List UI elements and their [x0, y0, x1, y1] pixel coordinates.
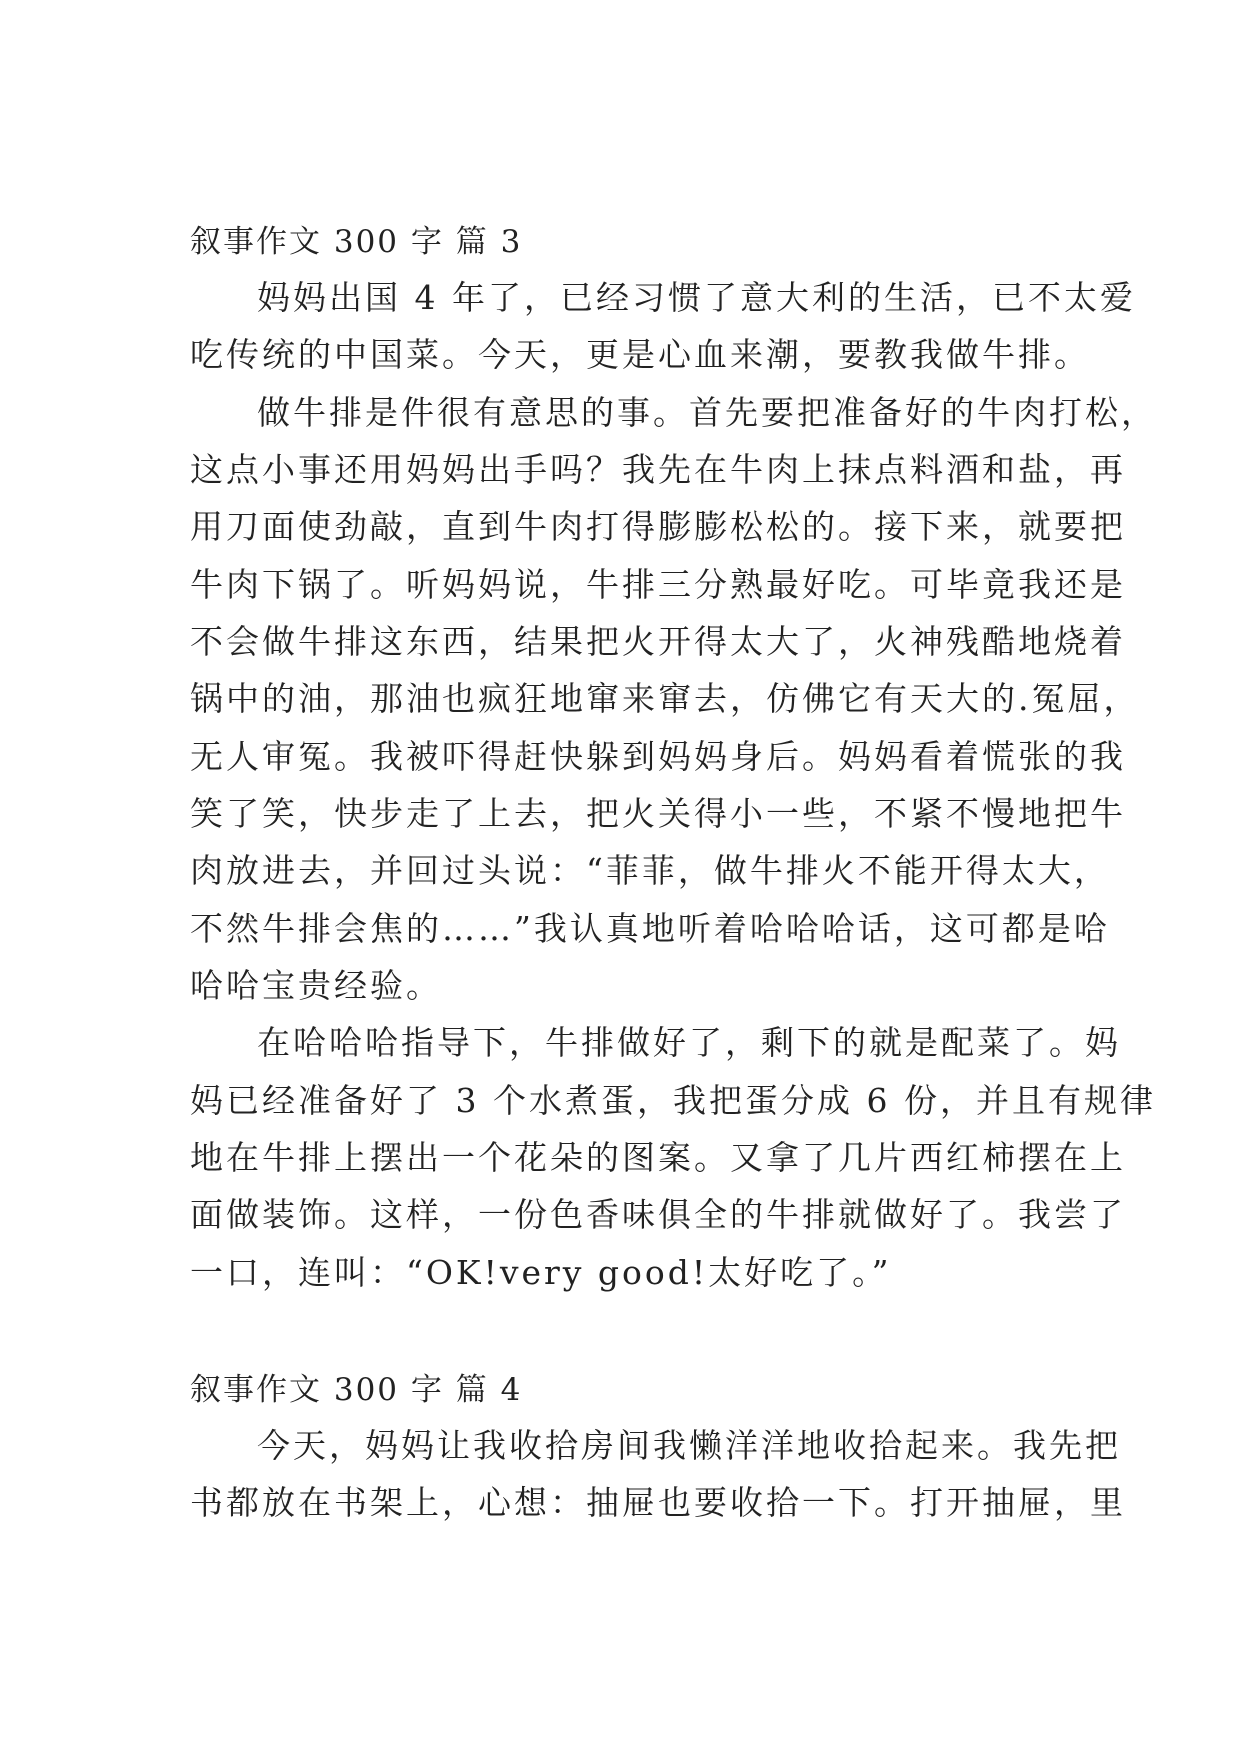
text-line: 锅中的油，那油也疯狂地窜来窜去，仿佛它有天大的.冤屈，	[190, 679, 1140, 718]
text-line: 妈已经准备好了 3 个水煮蛋，我把蛋分成 6 份，并且有规律	[190, 1081, 1156, 1120]
text-line: 一口，连叫：“OK!very good!太好吃了。”	[190, 1253, 892, 1292]
text-line: 笑了笑，快步走了上去，把火关得小一些，不紧不慢地把牛	[190, 794, 1126, 833]
text-line: 无人审冤。我被吓得赶快躲到妈妈身后。妈妈看着慌张的我	[190, 737, 1126, 776]
text-line: 不然牛排会焦的……”我认真地听着哈哈哈话，这可都是哈	[190, 909, 1110, 948]
text-line: 这点小事还用妈妈出手吗？我先在牛肉上抹点料酒和盐，再	[190, 450, 1126, 489]
text-line: 吃传统的中国菜。今天，更是心血来潮，要教我做牛排。	[190, 335, 1090, 374]
section-heading-3: 叙事作文 300 字 篇 3	[190, 224, 523, 260]
text-line: 做牛排是件很有意思的事。首先要把准备好的牛肉打松，	[257, 393, 1157, 432]
text-line: 地在牛排上摆出一个花朵的图案。又拿了几片西红柿摆在上	[190, 1138, 1126, 1177]
text-line: 哈哈宝贵经验。	[190, 966, 442, 1005]
section-heading-4: 叙事作文 300 字 篇 4	[190, 1372, 523, 1408]
text-line: 用刀面使劲敲，直到牛肉打得膨膨松松的。接下来，就要把	[190, 507, 1126, 546]
text-line: 今天，妈妈让我收拾房间我懒洋洋地收拾起来。我先把	[257, 1426, 1121, 1465]
text-line: 牛肉下锅了。听妈妈说，牛排三分熟最好吃。可毕竟我还是	[190, 565, 1126, 604]
text-line: 书都放在书架上，心想：抽屉也要收拾一下。打开抽屉，里	[190, 1483, 1126, 1522]
text-line: 面做装饰。这样，一份色香味俱全的牛排就做好了。我尝了	[190, 1195, 1126, 1234]
text-line: 肉放进去，并回过头说：“菲菲，做牛排火不能开得太大，	[190, 851, 1110, 890]
text-line: 妈妈出国 4 年了，已经习惯了意大利的生活，已不太爱	[257, 278, 1136, 317]
text-line: 不会做牛排这东西，结果把火开得太大了，火神残酷地烧着	[190, 622, 1126, 661]
text-line: 在哈哈哈指导下，牛排做好了，剩下的就是配菜了。妈	[257, 1023, 1121, 1062]
